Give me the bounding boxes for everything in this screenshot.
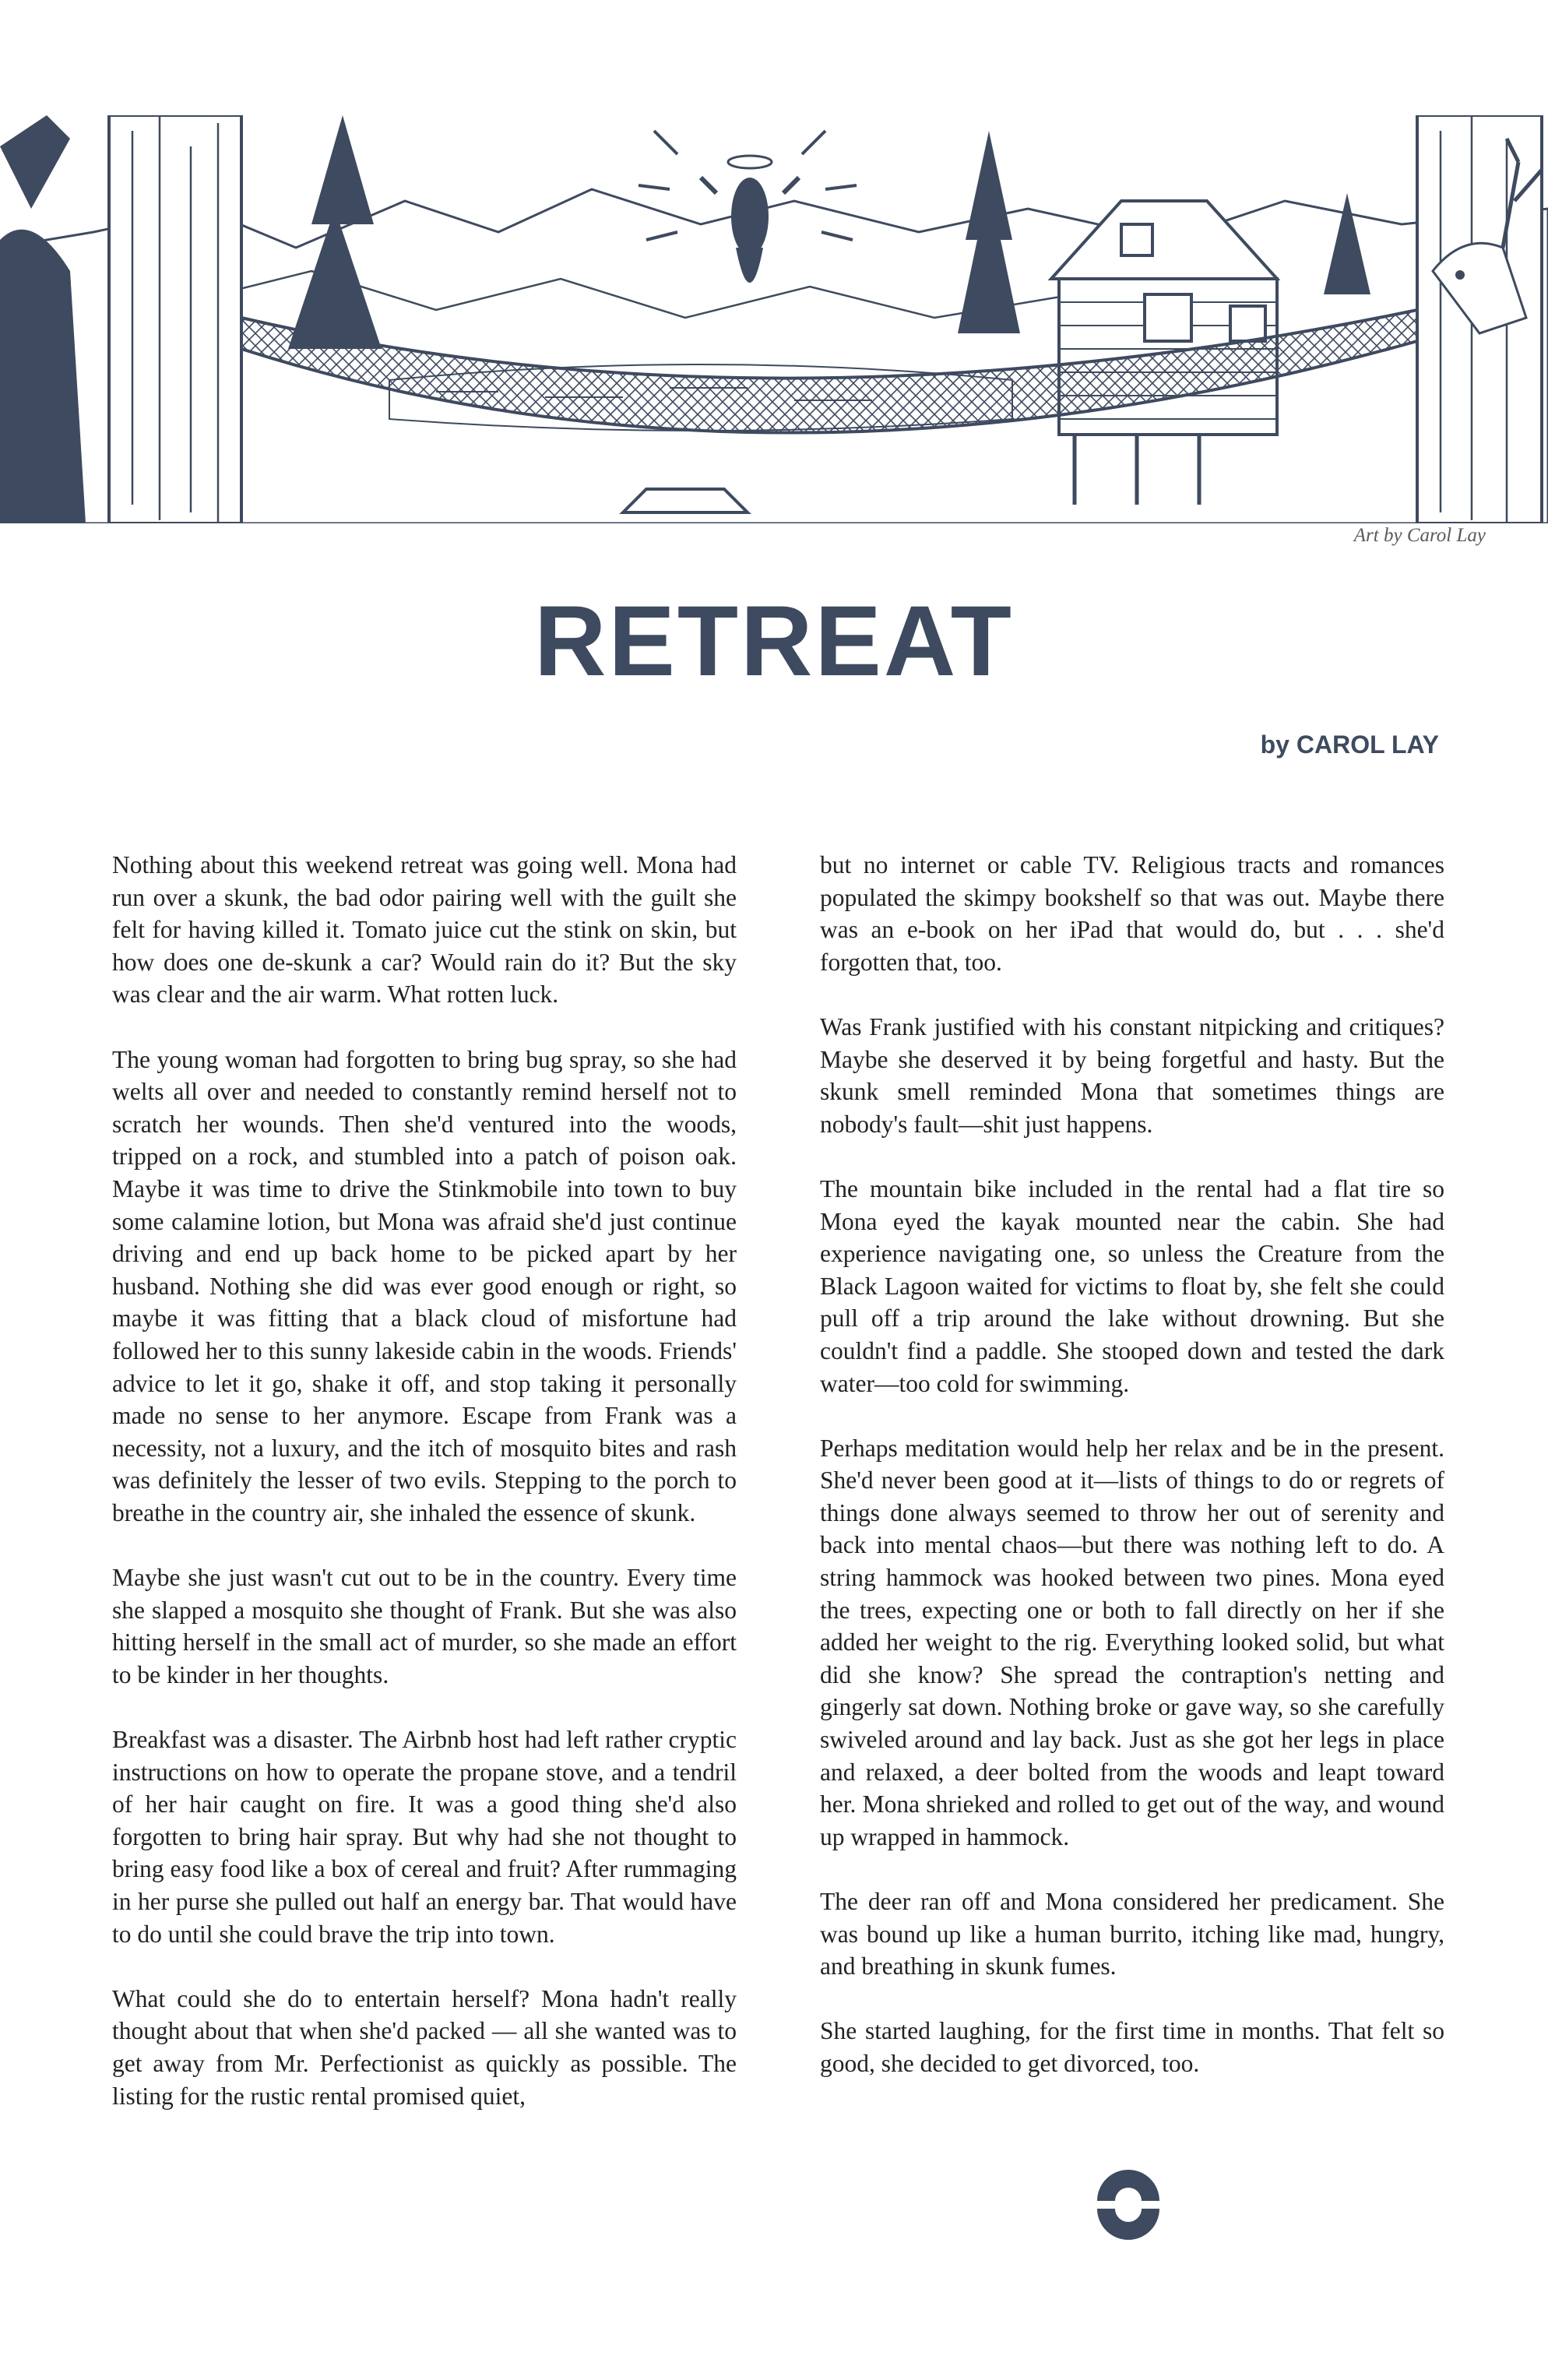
- illustration-credit: Art by Carol Lay: [1353, 525, 1486, 546]
- paragraph: The mountain bike included in the rental had a flat tire so Mona eyed the kayak mounted near the cabin. She had experience navigating one, so unless the Creature from the Black Lagoon waited for victims to float by, she felt she could pull off a trip around the lake without drowning. But she couldn't find a paddle. She stooped down and tested the dark water—too cold for swimming.: [820, 1174, 1444, 1397]
- paragraph: but no internet or cable TV. Religious tracts and romances populated the skimpy bookshelf so that was out. Maybe there was an e-book on her iPad that would do, but . . . she'd forgotten that, too.: [820, 851, 1444, 976]
- paragraph: Breakfast was a disaster. The Airbnb host had left rather cryptic instructions on how to operate the propane stove, and a tendril of her hair caught on fire. It was a good thing she'd also forgotten to bring hair spray. But why had she not thought to bring easy food like a box of cereal and fruit? After rummaging in her purse she pulled out half an energy bar. That would have to do until she could brave the trip into town.: [112, 1726, 737, 1948]
- paragraph: Nothing about this weekend retreat was going well. Mona had run over a skunk, the bad odor pairing well with the guilt she felt for having killed it. Tomato juice cut the stink on skin, but how does one de-skunk a car? Would rain do it? But the sky was clear and the air warm. What rotten luck.: [112, 851, 737, 1009]
- paragraph: The young woman had forgotten to bring bug spray, so she had welts all over and needed to constantly remind herself not to scratch her wounds. Then she'd ventured into the woods, tripped on a rock, and stumbled into a patch of poison oak. Maybe it was time to drive the Stinkmobile into town to buy some calamine lotion, but Mona was afraid she'd just continue driving and end up back home to be picked apart by her husband. Nothing she did was ever good enough or right, so maybe it was fitting that a black cloud of misfortune had followed her to this sunny lakeside cabin in the woods. Friends' advice to let it go, shake it off, and stop taking it personally made no sense to her anymore. Escape from Frank was a necessity, not a luxury, and the itch of mosquito bites and rash was definitely the lesser of two evils. Stepping to the porch to breathe in the country air, she inhaled the essence of skunk.: [112, 1045, 737, 1526]
- paragraph: Maybe she just wasn't cut out to be in the country. Every time she slapped a mosquito she thought of Frank. But she was also hitting herself in the small act of murder, so she made an effort to be kinder in her thoughts.: [112, 1564, 737, 1688]
- end-mark-icon: [1093, 2170, 1163, 2240]
- paragraph: What could she do to entertain herself? Mona hadn't really thought about that when she'd packed — all she wanted was to get away from Mr. Perfectionist as quickly as possible. The listing for the rustic rental promised quiet,: [112, 1984, 737, 2110]
- author-byline: by CAROL LAY: [1260, 731, 1439, 759]
- article-column-right: [820, 849, 1444, 2112]
- header-illustration: [0, 115, 1548, 523]
- paragraph: The deer ran off and Mona considered her predicament. She was bound up like a human burrito, itching like mad, hungry, and breathing in skunk fumes.: [820, 1888, 1444, 1980]
- paragraph: She started laughing, for the first time in months. That felt so good, she decided to get divorced, too.: [820, 2017, 1444, 2077]
- article-column-left: [112, 849, 737, 2145]
- paragraph: Was Frank justified with his constant nitpicking and critiques? Maybe she deserved it by being forgetful and hasty. But the skunk smell reminded Mona that sometimes things are nobody's fault—shit just happens.: [820, 1012, 1444, 1138]
- article-title: RETREAT: [534, 586, 1014, 697]
- paragraph: Perhaps meditation would help her relax and be in the present. She'd never been good at it—lists of things to do or regrets of things done always seemed to throw her out of serenity and back into mental chaos—but there was nothing left to do. A string hammock was hooked between two pines. Mona eyed the trees, expecting one or both to fall directly on her if she added her weight to the rig. Everything looked solid, but what did she know? She spread the contraption's netting and gingerly sat down. Nothing broke or gave way, so she carefully swiveled around and lay back. Just as she got her legs in place and relaxed, a deer bolted from the woods and leapt toward her. Mona shrieked and rolled to get out of the way, and wound up wrapped in hammock.: [820, 1434, 1444, 1850]
